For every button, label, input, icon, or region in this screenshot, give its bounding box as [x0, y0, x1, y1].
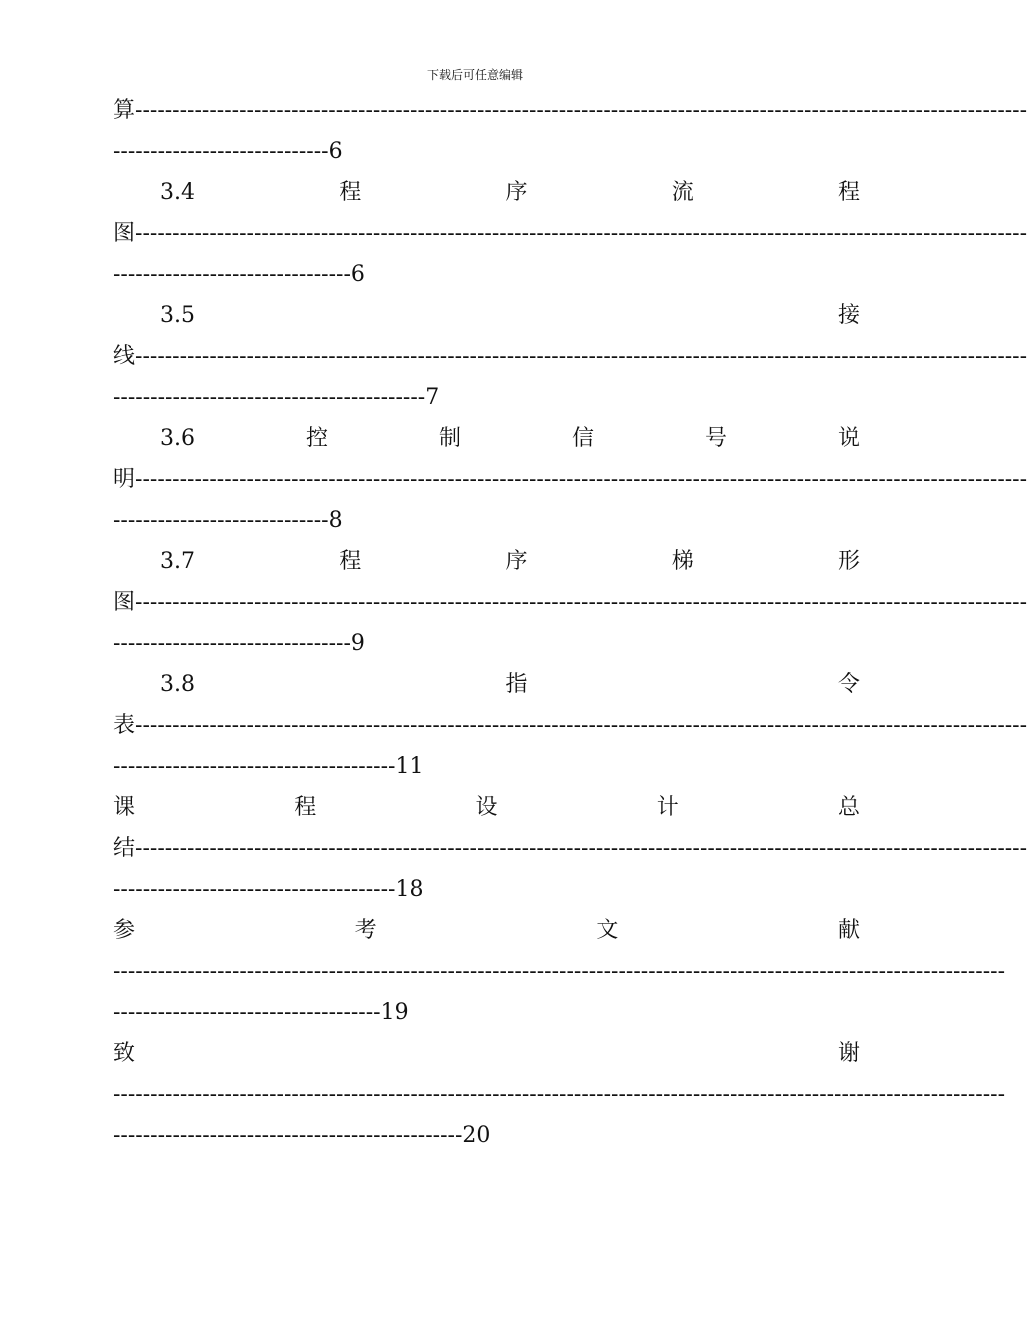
- toc-leader-line: [113, 834, 1027, 864]
- toc-title-part: 3.5: [160, 303, 195, 328]
- toc-leader-line: [113, 1080, 1006, 1110]
- toc-title-part: 指: [505, 672, 528, 697]
- toc-page-number: 7: [425, 385, 440, 410]
- dot-leader: -----------------------------: [113, 139, 329, 164]
- toc-page-number: 9: [350, 631, 365, 656]
- dot-leader: --------------------------------------: [113, 754, 396, 779]
- toc-title-part: 总: [837, 795, 860, 820]
- toc-title-part: 文: [596, 918, 619, 943]
- toc-leader-line: [113, 96, 1027, 126]
- dot-leader: --------------------------------: [113, 631, 351, 656]
- dot-leader: ------------------------------------------------------------------------------------------------------------------------: [113, 959, 1006, 984]
- toc-page-number: 18: [395, 877, 424, 902]
- toc-title-part: 信: [571, 426, 594, 451]
- toc-page-line: [113, 383, 860, 413]
- toc-title-part: 结: [113, 836, 136, 861]
- toc-title-part: 号: [704, 426, 727, 451]
- dot-leader: ------------------------------------------------------------------------------------------------------------------------: [135, 713, 1027, 738]
- toc-page-line: [113, 875, 860, 905]
- toc-entry-title: [113, 1039, 860, 1069]
- toc-leader-line: [113, 711, 1027, 741]
- toc-page-line: [113, 260, 860, 290]
- toc-title-part: 献: [837, 918, 860, 943]
- toc-title-part: 3.6: [160, 426, 195, 451]
- toc-title-part: 算: [113, 98, 136, 123]
- toc-leader-line: [113, 342, 1027, 372]
- dot-leader: --------------------------------------: [113, 877, 396, 902]
- dot-leader: ------------------------------------------------------------------------------------------------------------------------: [135, 98, 1027, 123]
- toc-title-part: 流: [671, 180, 694, 205]
- dot-leader: --------------------------------: [113, 262, 351, 287]
- toc-title-part: 接: [837, 303, 860, 328]
- toc-page-line: [113, 629, 860, 659]
- toc-title-part: 程: [837, 180, 860, 205]
- toc-title-part: 考: [354, 918, 377, 943]
- toc-title-part: 序: [505, 180, 528, 205]
- dot-leader: ------------------------------------------------------------------------------------------------------------------------: [135, 221, 1027, 246]
- dot-leader: ------------------------------------------------------------------------------------------------------------------------: [113, 1082, 1006, 1107]
- dot-leader: ------------------------------------------: [113, 385, 426, 410]
- toc-page-number: 20: [462, 1123, 491, 1148]
- toc-page-line: [113, 506, 860, 536]
- toc-title-part: 设: [475, 795, 498, 820]
- toc-leader-line: [113, 219, 1027, 249]
- toc-title-part: 参: [113, 918, 136, 943]
- toc-page-number: 8: [328, 508, 343, 533]
- dot-leader: ------------------------------------------------------------------------------------------------------------------------: [135, 344, 1027, 369]
- toc-page-number: 6: [328, 139, 343, 164]
- toc-title-part: 程: [339, 180, 362, 205]
- toc-page-line: [113, 137, 860, 167]
- toc-page-number: 11: [395, 754, 424, 779]
- toc-title-part: 程: [339, 549, 362, 574]
- toc-title-part: 3.4: [160, 180, 195, 205]
- page-header: 下载后可任意编辑: [426, 68, 523, 82]
- toc-entry-title: [113, 178, 860, 208]
- toc-title-part: 3.8: [160, 672, 195, 697]
- toc-entry-title: [113, 424, 860, 454]
- toc-title-part: 课: [113, 795, 136, 820]
- toc-leader-line: [113, 588, 1027, 618]
- dot-leader: ------------------------------------: [113, 1000, 381, 1025]
- dot-leader: ------------------------------------------------------------------------------------------------------------------------: [135, 467, 1027, 492]
- dot-leader: ------------------------------------------------------------------------------------------------------------------------: [135, 836, 1027, 861]
- toc-title-part: 明: [113, 467, 136, 492]
- toc-title-part: 线: [113, 344, 136, 369]
- toc-title-part: 制: [438, 426, 461, 451]
- toc-title-part: 图: [113, 221, 136, 246]
- toc-title-part: 程: [294, 795, 317, 820]
- toc-title-part: 图: [113, 590, 136, 615]
- toc-entry-title: [113, 547, 860, 577]
- toc-title-part: 3.7: [160, 549, 195, 574]
- toc-page-line: [113, 752, 860, 782]
- toc-title-part: 计: [656, 795, 679, 820]
- toc-title-part: 序: [505, 549, 528, 574]
- dot-leader: -----------------------------------------------: [113, 1123, 463, 1148]
- toc-title-part: 谢: [837, 1041, 860, 1066]
- toc-leader-line: [113, 957, 1006, 987]
- dot-leader: -----------------------------: [113, 508, 329, 533]
- toc-page-number: 19: [380, 1000, 409, 1025]
- toc-title-part: 表: [113, 713, 136, 738]
- toc-entry-title: [113, 301, 860, 331]
- toc-title-part: 令: [837, 672, 860, 697]
- toc-title-part: 梯: [671, 549, 694, 574]
- toc-entry-title: [113, 793, 860, 823]
- toc-page-line: [113, 1121, 860, 1151]
- toc-page-number: 6: [350, 262, 365, 287]
- toc-entry-title: [113, 670, 860, 700]
- toc-entry-title: [113, 916, 860, 946]
- toc-title-part: 致: [113, 1041, 136, 1066]
- toc-page-line: [113, 998, 860, 1028]
- toc-leader-line: [113, 465, 1027, 495]
- dot-leader: ------------------------------------------------------------------------------------------------------------------------: [135, 590, 1027, 615]
- toc-title-part: 控: [305, 426, 328, 451]
- toc-title-part: 说: [837, 426, 860, 451]
- toc-title-part: 形: [837, 549, 860, 574]
